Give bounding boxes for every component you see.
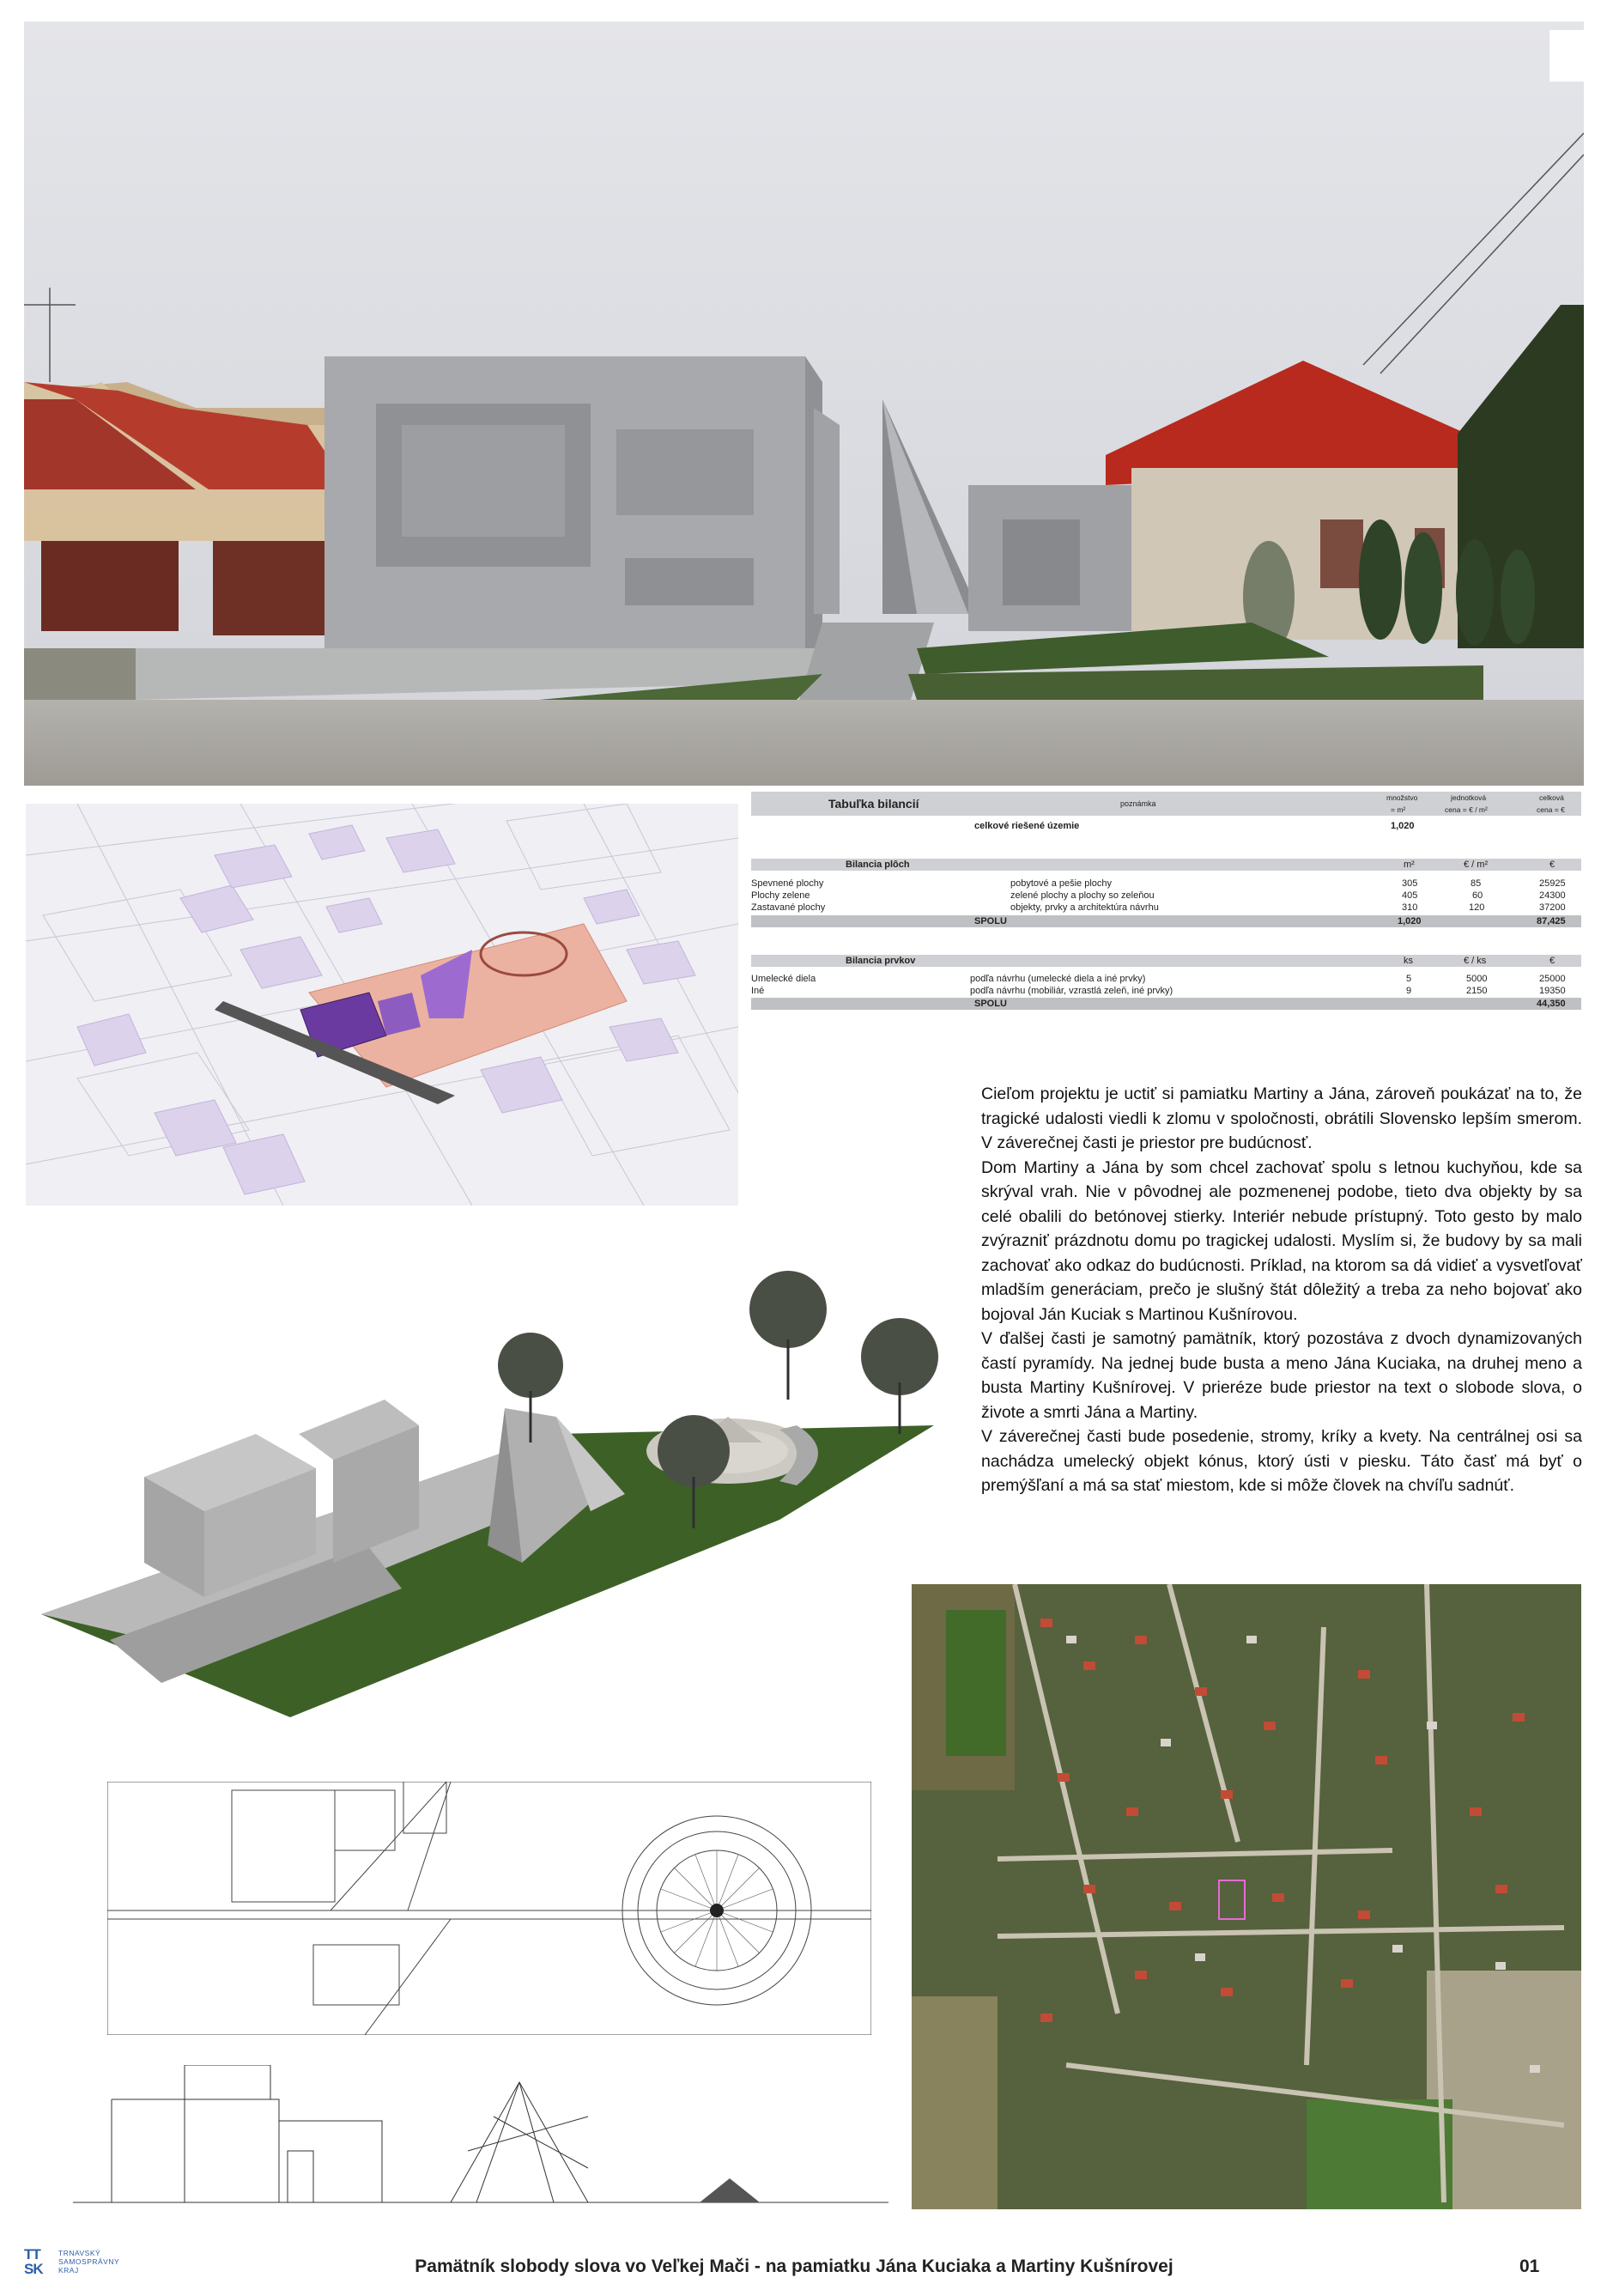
massing-model — [26, 804, 738, 1206]
project-description — [981, 1082, 1582, 1498]
table-row: Spevnené plochy pobytové a pešie plochy 305 85 25925 — [751, 878, 1566, 889]
col-qty-header-1: množstvo — [1386, 793, 1418, 802]
description-paragraph: V ďalšej časti je samotný pamätník, ktorý pozostáva z dvoch dynamizovaných častí pyramídy. Na jednej bude busta a meno Jána Kuciaka, na druhej meno a busta Martiny Kušnírovej. V prieréze bude priestor na text o slobode slova, o živote a smrti Jána a Martiny. — [981, 1329, 1582, 1422]
table-row: Zastavané plochy objekty, prvky a architektúra návrhu 310 120 37200 — [751, 902, 1566, 913]
trnava-region-logo — [24, 2247, 127, 2281]
corner-badge — [1549, 30, 1584, 82]
table-row: Iné podľa návrhu (mobiliár, vzrastlá zeleň, iné prvky) 9 2150 19350 — [751, 986, 1566, 996]
areas-header-row: Bilancia plôch m² € / m² € — [751, 859, 1581, 871]
street-view-photomontage — [24, 21, 1584, 786]
site-plan-illustration — [107, 1782, 871, 2035]
site-plan-drawing — [107, 1782, 871, 2035]
col-qty-header-2: = m² — [1391, 805, 1406, 814]
table-row: Plochy zelene zelené plochy a plochy so zeleňou 405 60 24300 — [751, 890, 1566, 901]
logo-line: KRAJ — [58, 2266, 79, 2275]
table-header-row — [751, 792, 1581, 816]
footer-title: Pamätník slobody slova vo Veľkej Mači - na pamiatku Jána Kuciaka a Martiny Kušnírovej — [415, 2257, 1173, 2276]
col-total-header-2: cena = € — [1537, 805, 1565, 814]
axonometric-illustration — [41, 1236, 960, 1734]
section-illustration — [73, 2065, 888, 2211]
aerial-photo — [912, 1584, 1581, 2209]
logo-mark-bottom: SK — [24, 2261, 43, 2277]
street-view-illustration — [24, 21, 1584, 786]
col-unit-header-1: jednotková — [1451, 793, 1487, 802]
aerial-illustration — [912, 1584, 1581, 2209]
areas-sum-row: SPOLU 1,020 87,425 — [751, 915, 1581, 927]
description-paragraph: Dom Martiny a Jána by som chcel zachovať spolu s letnou kuchyňou, kde sa skrýval vrah. Nie v pôvodnej ale pozmenenej podobe, tieto dva objekty by sa celé obalili do betónovej stierky. Interiér nebude prístupný. Toto gesto by malo zvýrazniť prázdnotu domu po tragickej udalosti. Myslím si, že budovy by sa mali zachovať ako odkaz do budúcnosti. Príklad, na ktorom sa dá vidieť a vysvetľovať mladším generáciam, prečo je slušný štát dôležitý a treba za neho bojovať ako bojoval Ján Kuciak s Martinou Kušnírovou. — [981, 1157, 1582, 1324]
logo-line: TRNAVSKÝ — [58, 2249, 101, 2257]
logo-mark-top: TT — [24, 2246, 40, 2263]
table-title: Tabuľka bilancií — [828, 797, 919, 811]
massing-illustration — [26, 804, 738, 1206]
description-paragraph: Cieľom projektu je uctiť si pamiatku Martiny a Jána, zároveň poukázať na to, že tragické udalosti viedli k zlomu v spoločnosti, obrátili Slovensko lepším smerom. V záverečnej časti je priestor pre budúcnosť. — [981, 1084, 1582, 1152]
page-number: 01 — [1519, 2257, 1540, 2276]
col-total-header-1: celková — [1539, 793, 1564, 802]
col-unit-header-2: cena = € / m² — [1445, 805, 1488, 814]
section-drawing — [73, 2065, 888, 2211]
table-total-area-row: celkové riešené územie 1,020 — [974, 821, 1415, 831]
description-paragraph: V záverečnej časti bude posedenie, stromy, kríky a kvety. Na centrálnej osi sa nachádza umelecký objekt kónus, ktorý ústi v piesku. Táto časť má byť o premýšľaní a má sa stať miestom, kde si môže človek na chvíľu sadnúť. — [981, 1427, 1582, 1495]
axonometric-view — [41, 1236, 960, 1734]
col-note-header: poznámka — [1120, 799, 1156, 808]
elements-sum-row: SPOLU 44,350 — [751, 998, 1581, 1010]
table-row: Umelecké diela podľa návrhu (umelecké diela a iné prvky) 5 5000 25000 — [751, 974, 1566, 984]
logo-line: SAMOSPRÁVNY — [58, 2257, 120, 2266]
elements-header-row: Bilancia prvkov ks € / ks € — [751, 955, 1581, 967]
